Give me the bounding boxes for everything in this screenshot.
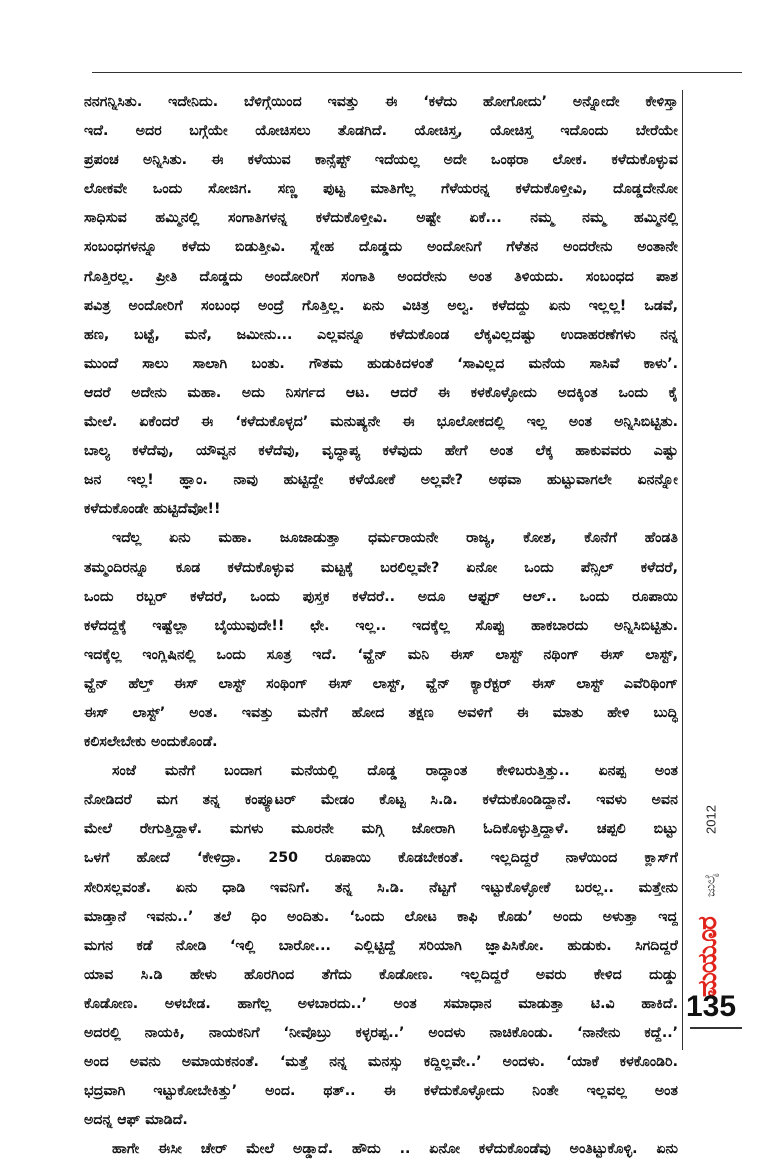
header-rule [92,72,742,73]
text-line: ಕೊಡೋಣ. ಅಳಬೇಡ. ಹಾಗೆಲ್ಲ ಅಳಬಾರದು..’ ಅಂತ ಸಮಾಧಾನ ಮಾಡುತ್ತಾ ಟಿ.ವಿ ಹಾಕಿದೆ. [84,995,678,1012]
text-line: ಮೇಲೆ ರೇಗುತ್ತಿದ್ದಾಳೆ. ಮಗಳು ಮೂರನೇ ಮಗ್ಗಿ ಜೋರಾಗಿ ಓದಿಕೊಳ್ಳುತ್ತಿದ್ದಾಳೆ. ಚಪ್ಪಲಿ ಬಿಟ್ಟು [84,821,678,838]
text-line: ಭದ್ರವಾಗಿ ಇಟ್ಟುಕೋಬೇಕಿತ್ತು’ ಅಂದ. ಥತ್.. ಈ ಕಳೆದುಕೊಳ್ಳೋದು ನಿಂತೇ ಇಲ್ಲವಲ್ಲ ಅಂತ [84,1083,678,1100]
text-line: ಲೋಕವೇ ಒಂದು ಸೋಜಿಗ. ಸಣ್ಣ ಪುಟ್ಟ ಮಾತಿಗೆಲ್ಲ ಗೆಳೆಯರನ್ನ ಕಳೆದುಕೊಳ್ತೀವಿ, ದೊಡ್ಡದೇನೋ [84,181,678,198]
text-line: ಸಂಜೆ ಮನೆಗೆ ಬಂದಾಗ ಮನೆಯಲ್ಲಿ ದೊಡ್ಡ ರಾದ್ಧಾಂತ ಕೇಳಿಬರುತ್ತಿತ್ತು.. ಏನಪ್ಪ ಅಂತ [112,763,678,780]
text-line: ನೋಡಿದರೆ ಮಗ ತನ್ನ ಕಂಪ್ಯೂಟರ್ ಮೇಡಂ ಕೊಟ್ಟ ಸಿ.ಡಿ. ಕಳೆದುಕೊಂಡಿದ್ದಾನೆ. ಇವಳು ಅವನ [84,792,678,809]
text-line: ಮುಂದೆ ಸಾಲು ಸಾಲಾಗಿ ಬಂತು. ಗೌತಮ ಹುಡುಕಿದಳಂತೆ ‘ಸಾವಿಲ್ಲದ ಮನೆಯ ಸಾಸಿವೆ ಕಾಳು’. [84,355,678,372]
article-body [84,88,678,1164]
text-line: ಹಣ, ಬಟ್ಟೆ, ಮನೆ, ಜಮೀನು... ಎಲ್ಲವನ್ನೂ ಕಳೆದುಕೊಂಡ ಲೆಕ್ಕವಿಲ್ಲದಷ್ಟು ಉದಾಹರಣೆಗಳು ನನ್ನ [84,326,678,343]
magazine-sidebar [683,780,733,1020]
text-line: ಕಳೆದದ್ದಕ್ಕೆ ಇಷ್ಟೆಲ್ಲಾ ಬೈಯುವುದೇ!! ಛೇ. ಇಲ್ಲ.. ಇದಕ್ಕೆಲ್ಲ ಸೊಪ್ಪು ಹಾಕಬಾರದು ಅನ್ನಿಸಿಬಿಟ್ಟಿತು. [84,617,678,634]
text-line: ಅಂದ ಅವನು ಅಮಾಯಕನಂತೆ. ‘ಮತ್ತೆ ನನ್ನ ಮನಸ್ಸು ಕದ್ದಿಲ್ಲವೇ..’ ಅಂದಳು. ‘ಯಾಕೆ ಕಳಕೊಂಡಿರಿ. [84,1054,678,1071]
text-line: ಒಳಗೆ ಹೋದೆ ‘ಕೇಳಿದ್ರಾ. 250 ರೂಪಾಯಿ ಕೊಡಬೇಕಂತೆ. ಇಲ್ಲದಿದ್ದರೆ ನಾಳೆಯಿಂದ ಕ್ಲಾಸ್‌ಗೆ [84,850,678,867]
text-line: ಹಾಗೇ ಈಸೀ ಚೇರ್ ಮೇಲೆ ಅಡ್ಡಾದೆ. ಹೌದು .. ಏನೋ ಕಳೆದುಕೊಂಡೆವು ಅಂತಿಟ್ಟುಕೊಳ್ಳಿ. ಏನು [112,1141,678,1158]
issue-year: 2012 [703,805,719,835]
text-line: ತಮ್ಮಂದಿರನ್ನೂ ಕೂಡ ಕಳೆದುಕೊಳ್ಳುವ ಮಟ್ಟಕ್ಕೆ ಬರಲಿಲ್ಲವೇ? ಏನೋ ಒಂದು ಪೆನ್ಸಿಲ್ ಕಳೆದರೆ, [84,559,678,576]
text-line: ಜನ ಇಲ್ಲ! ಹ್ಞಾಂ. ನಾವು ಹುಟ್ಟಿದ್ದೇ ಕಳೆಯೋಕೆ ಅಲ್ಲವೇ? ಅಥವಾ ಹುಟ್ಟುವಾಗಲೇ ಏನನ್ನೋ [84,472,678,489]
text-line: ಯಾವ ಸಿ.ಡಿ ಹೇಳು ಹೊರಗಿಂದ ತೆಗೆದು ಕೊಡೋಣ. ಇಲ್ಲದಿದ್ದರೆ ಅವರು ಕೇಳಿದ ದುಡ್ಡು [84,966,678,983]
page-number-rule [690,1027,742,1029]
text-line: ಇದೆ. ಅದರ ಬಗ್ಗೆಯೇ ಯೋಚಿಸಲು ತೊಡಗಿದೆ. ಯೋಚಿಸ್ತ, ಯೋಚಿಸ್ತ ಇದೊಂದು ಬೇರೆಯೇ [84,123,678,140]
magazine-logo: ಮಯೂರ [693,917,723,997]
text-line: ನನಗನ್ನಿಸಿತು. ಇದೇನಿದು. ಬೆಳಿಗ್ಗೆಯಿಂದ ಇವತ್ತು ಈ ‘ಕಳೆದು ಹೋಗೋದು’ ಅನ್ನೋದೇ ಕೇಳಿಸ್ತಾ [84,94,678,110]
text-line: ಮಗನ ಕಡೆ ನೋಡಿ ‘ಇಲ್ಲಿ ಬಾರೋ... ಎಲ್ಲಿಟ್ಟಿದ್ದೆ ಸರಿಯಾಗಿ ಜ್ಞಾಪಿಸಿಕೋ. ಹುಡುಕು. ಸಿಗದಿದ್ದರೆ [84,937,678,954]
text-line: ಮಾಡ್ತಾನೆ ಇವನು..’ ತಲೆ ಧಿಂ ಅಂದಿತು. ‘ಒಂದು ಲೋಟ ಕಾಫಿ ಕೊಡು’ ಅಂದು ಅಳುತ್ತಾ ಇದ್ದ [84,908,678,925]
text-line: ಪ್ರಪಂಚ ಅನ್ನಿಸಿತು. ಈ ಕಳೆಯುವ ಕಾನ್ಸೆಪ್ಟ್ ಇದೆಯಲ್ಲ ಅದೇ ಒಂಥರಾ ಲೋಕ. ಕಳೆದುಕೊಳ್ಳುವ [84,152,678,169]
text-line: ಗೊತ್ತಿರಲ್ಲ. ಪ್ರೀತಿ ದೊಡ್ಡದು ಅಂದೋರಿಗೆ ಸಂಗಾತಿ ಅಂದರೇನು ಅಂತ ತಿಳಿಯದು. ಸಂಬಂಧದ ಪಾಶ [84,268,678,285]
text-line: ಅದರಲ್ಲಿ ನಾಯಕಿ, ನಾಯಕನಿಗೆ ‘ನೀವೊಬ್ರು ಕಳ್ಳರಪ್ಪ..’ ಅಂದಳು ನಾಚಿಕೊಂಡು. ‘ನಾನೇನು ಕದ್ದೆ..’ [84,1025,678,1041]
issue-month: ಜುಲೈ [703,873,719,897]
text-line: ಈಸ್ ಲಾಸ್ಟ್’ ಅಂತ. ಇವತ್ತು ಮನೆಗೆ ಹೋದ ತಕ್ಷಣ ಅವಳಿಗೆ ಈ ಮಾತು ಹೇಳಿ ಬುದ್ಧಿ [84,704,678,721]
text-line: ಕಳೆದುಕೊಂಡೇ ಹುಟ್ಟಿದೆವೋ!! [84,501,221,518]
text-line: ಇದೆಲ್ಲ ಏನು ಮಹಾ. ಜೂಜಾಡುತ್ತಾ ಧರ್ಮರಾಯನೇ ರಾಜ್ಯ, ಕೋಶ, ಕೊನೆಗೆ ಹೆಂಡತಿ [112,530,678,547]
text-line: ಇದಕ್ಕೆಲ್ಲ ಇಂಗ್ಲಿಷಿನಲ್ಲಿ ಒಂದು ಸೂತ್ರ ಇದೆ. ‘ವ್ಹೆನ್ ಮನಿ ಈಸ್ ಲಾಸ್ಟ್ ನಥಿಂಗ್ ಈಸ್ ಲಾಸ್ಟ್, [84,646,678,663]
text-line: ಸಾಧಿಸುವ ಹಮ್ಮಿನಲ್ಲಿ ಸಂಗಾತಿಗಳನ್ನ ಕಳೆದುಕೊಳ್ತೀವಿ. ಅಷ್ಟೇ ಏಕೆ... ನಮ್ಮ ನಮ್ಮ ಹಮ್ಮಿನಲ್ಲಿ [84,210,678,227]
text-line: ಸೇರಿಸಲ್ಲವಂತೆ. ಏನು ಧಾಡಿ ಇವನಿಗೆ. ತನ್ನ ಸಿ.ಡಿ. ನೆಟ್ಟಗೆ ಇಟ್ಟುಕೊಳ್ಳೋಕೆ ಬರಲ್ಲ.. ಮತ್ತೇನು [84,879,678,896]
text-line: ಕಲಿಸಲೇಬೇಕು ಅಂದುಕೊಂಡೆ. [84,734,218,751]
page-number: 135 [686,990,737,1023]
text-line: ಆದರೆ ಅದೇನು ಮಹಾ. ಅದು ನಿಸರ್ಗದ ಆಟ. ಆದರೆ ಈ ಕಳಕೊಳ್ಳೋದು ಅದಕ್ಕಿಂತ ಒಂದು ಕೈ [84,384,678,401]
text-line: ಪವಿತ್ರ ಅಂದೋರಿಗೆ ಸಂಬಂಧ ಅಂದ್ರೆ ಗೊತ್ತಿಲ್ಲ. ಏನು ವಿಚಿತ್ರ ಅಲ್ವ. ಕಳೆದದ್ದು ಏನು ಇಲ್ಲಲ್ಲ! ಒಡವೆ, [84,297,678,314]
text-line: ವ್ಹೆನ್ ಹೆಲ್ತ್ ಈಸ್ ಲಾಸ್ಟ್ ಸಂಥಿಂಗ್ ಈಸ್ ಲಾಸ್ಟ್, ವ್ಹೆನ್ ಕ್ಯಾರೆಕ್ಟರ್ ಈಸ್ ಲಾಸ್ಟ್ ಎವೆರಿಥಿಂಗ್ [84,675,678,692]
text-line: ಮೇಲೆ. ಏಕೆಂದರೆ ಈ ‘ಕಳೆದುಕೊಳ್ಳದ’ ಮನುಷ್ಯನೇ ಈ ಭೂಲೋಕದಲ್ಲಿ ಇಲ್ಲ ಅಂತ ಅನ್ನಿಸಿಬಿಟ್ಟಿತು. [84,414,678,431]
text-line: ಒಂದು ರಬ್ಬರ್ ಕಳೆದರೆ, ಒಂದು ಪುಸ್ತಕ ಕಳೆದರೆ.. ಅದೂ ಆಫ್ಟರ್ ಆಲ್.. ಒಂದು ರೂಪಾಯಿ [84,588,678,605]
text-line: ಬಾಲ್ಯ ಕಳೆದೆವು, ಯೌವ್ವನ ಕಳೆದೆವು, ವೃದ್ಧಾಪ್ಯ ಕಳೆವುದು ಹೇಗೆ ಅಂತ ಲೆಕ್ಕ ಹಾಕುವವರು ಎಷ್ಟು [84,443,678,460]
text-line: ಸಂಬಂಧಗಳನ್ನೂ ಕಳೆದು ಬಿಡುತ್ತೀವಿ. ಸ್ನೇಹ ದೊಡ್ಡದು ಅಂದೋನಿಗೆ ಗೆಳೆತನ ಅಂದರೇನು ಅಂತಾನೇ [84,239,678,256]
text-line: ಅದನ್ನ ಆಫ್ ಮಾಡಿದೆ. [84,1112,188,1129]
